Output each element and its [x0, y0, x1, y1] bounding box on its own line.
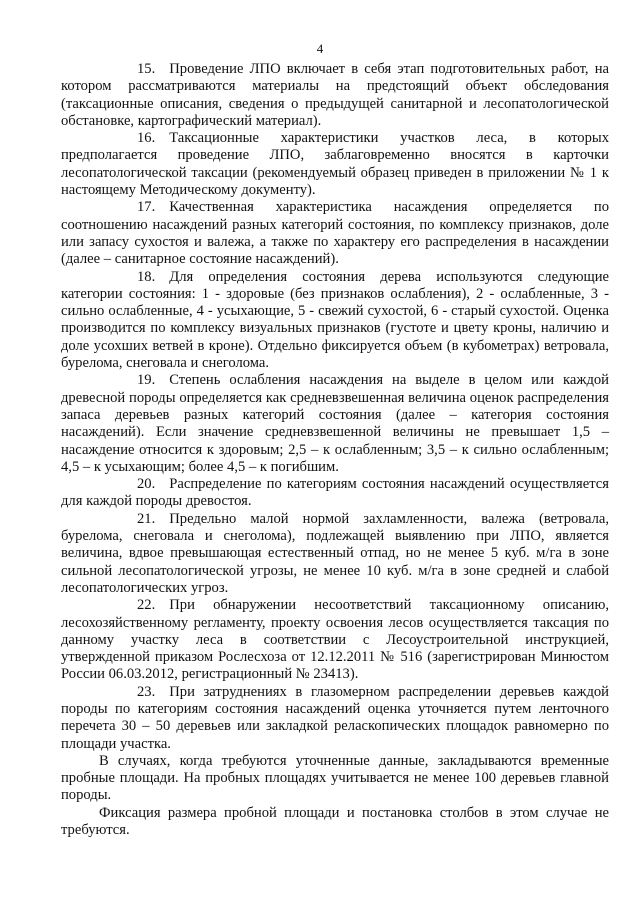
paragraph-number: 21.: [137, 510, 156, 527]
paragraph-21: [61, 511, 609, 597]
paragraph-number: 18.: [137, 268, 156, 285]
paragraph-text: Фиксация размера пробной площади и постановка столбов в этом случае не требуются.: [61, 804, 609, 839]
paragraph-text: При обнаружении несоответствий таксационному описанию, лесохозяйственному регламенту, проекту освоения лесов осуществляется таксация по данному участку леса в соответствии с Лесоустроительной инструкцией, утвержденной приказом Рослесхоза от 12.12.2011 № 516 (зарегистрирован Минюстом России 06.03.2012, регистрационный № 23413).: [61, 597, 609, 683]
paragraph-plot-posts: [61, 805, 609, 840]
paragraph-18: [61, 269, 609, 373]
paragraph-text: Таксационные характеристики участков леса, в которых предполагается проведение ЛПО, заблаговременно вносятся в карточки лесопатологической таксации (рекомендуемый образец приведен в приложении № 1 к настоящему Методическому документу).: [61, 130, 609, 199]
paragraph-number: 17.: [137, 199, 156, 216]
paragraph-19: [61, 372, 609, 476]
paragraph-number: 23.: [137, 683, 156, 700]
paragraph-text: Распределение по категориям состояния насаждений осуществляется для каждой породы древостоя.: [61, 476, 609, 510]
page-number: 4: [316, 41, 324, 56]
paragraph-20: [61, 476, 609, 511]
paragraph-text: Предельно малой нормой захламленности, валежа (ветровала, бурелома, снеговала и снеголома), подлежащей выявлению при ЛПО, является величина, вдвое превышающая естественный отпад, но не менее 5 куб. м/га в зоне сильной лесопатологической угрозы, не менее 10 куб. м/га в зоне средней и слабой лесопатологических угроз.: [61, 510, 609, 596]
paragraph-number: 22.: [137, 597, 156, 614]
paragraph-text: При затруднениях в глазомерном распределении деревьев каждой породы по категориям состояния насаждений оценка уточняется путем ленточного перечета 30 – 50 деревьев или закладкой реласкопических площадок равномерно по площади участка.: [61, 683, 609, 752]
paragraph-number: 15.: [137, 61, 156, 77]
document-body: [61, 61, 609, 839]
paragraph-sample-plots: [61, 753, 609, 805]
paragraph-23: [61, 684, 609, 753]
paragraph-number: 20.: [137, 476, 156, 493]
paragraph-text: Степень ослабления насаждения на выделе в целом или каждой древесной породы определяется как средневзвешенная величина оценок распределения запаса деревьев разных категорий состояния (далее – категория состояния насаждений). Если значение средневзвешенной величины не превышает 1,5 – насаждение относится к здоровым; 2,5 – к ослабленным; 3,5 – к сильно ослабленным; 4,5 – к усыхающим; более 4,5 – к погибшим.: [61, 372, 609, 475]
paragraph-number: 19.: [137, 372, 156, 389]
paragraph-text: Для определения состояния дерева используются следующие категории состояния: 1 - здоровые (без признаков ослабления), 2 - ослабленные, 3 - сильно ослабленные, 4 - усыхающие, 5 - свежий сухостой, 6 - старый сухостой. Оценка производится по комплексу визуальных признаков (густоте и цвету кроны, наличию и доле усохших ветвей в кроне). Отдельно фиксируется объем (в кубометрах) ветровала, бурелома, снеговала и снеголома.: [61, 268, 609, 372]
paragraph-text: Качественная характеристика насаждения определяется по соотношению насаждений разных категорий состояния, по комплексу признаков, доле или запасу сухостоя и валежа, а также по характеру его распределения в насаждении (далее – санитарное состояние насаждений).: [61, 199, 609, 268]
paragraph-17: [61, 199, 609, 268]
paragraph-16: [61, 130, 609, 199]
paragraph-text: В случаях, когда требуются уточненные данные, закладываются временные пробные площади. На пробных площадях учитывается не менее 100 деревьев главной породы.: [61, 752, 609, 804]
paragraph-number: 16.: [137, 130, 156, 147]
paragraph-22: [61, 597, 609, 683]
paragraph-15: [61, 61, 609, 130]
paragraph-text: Проведение ЛПО включает в себя этап подготовительных работ, на котором рассматриваются материалы на предстоящий объект обследования (таксационные описания, сведения о предыдущей санитарной и лесопатологической обстановке, картографический материал).: [61, 61, 609, 129]
